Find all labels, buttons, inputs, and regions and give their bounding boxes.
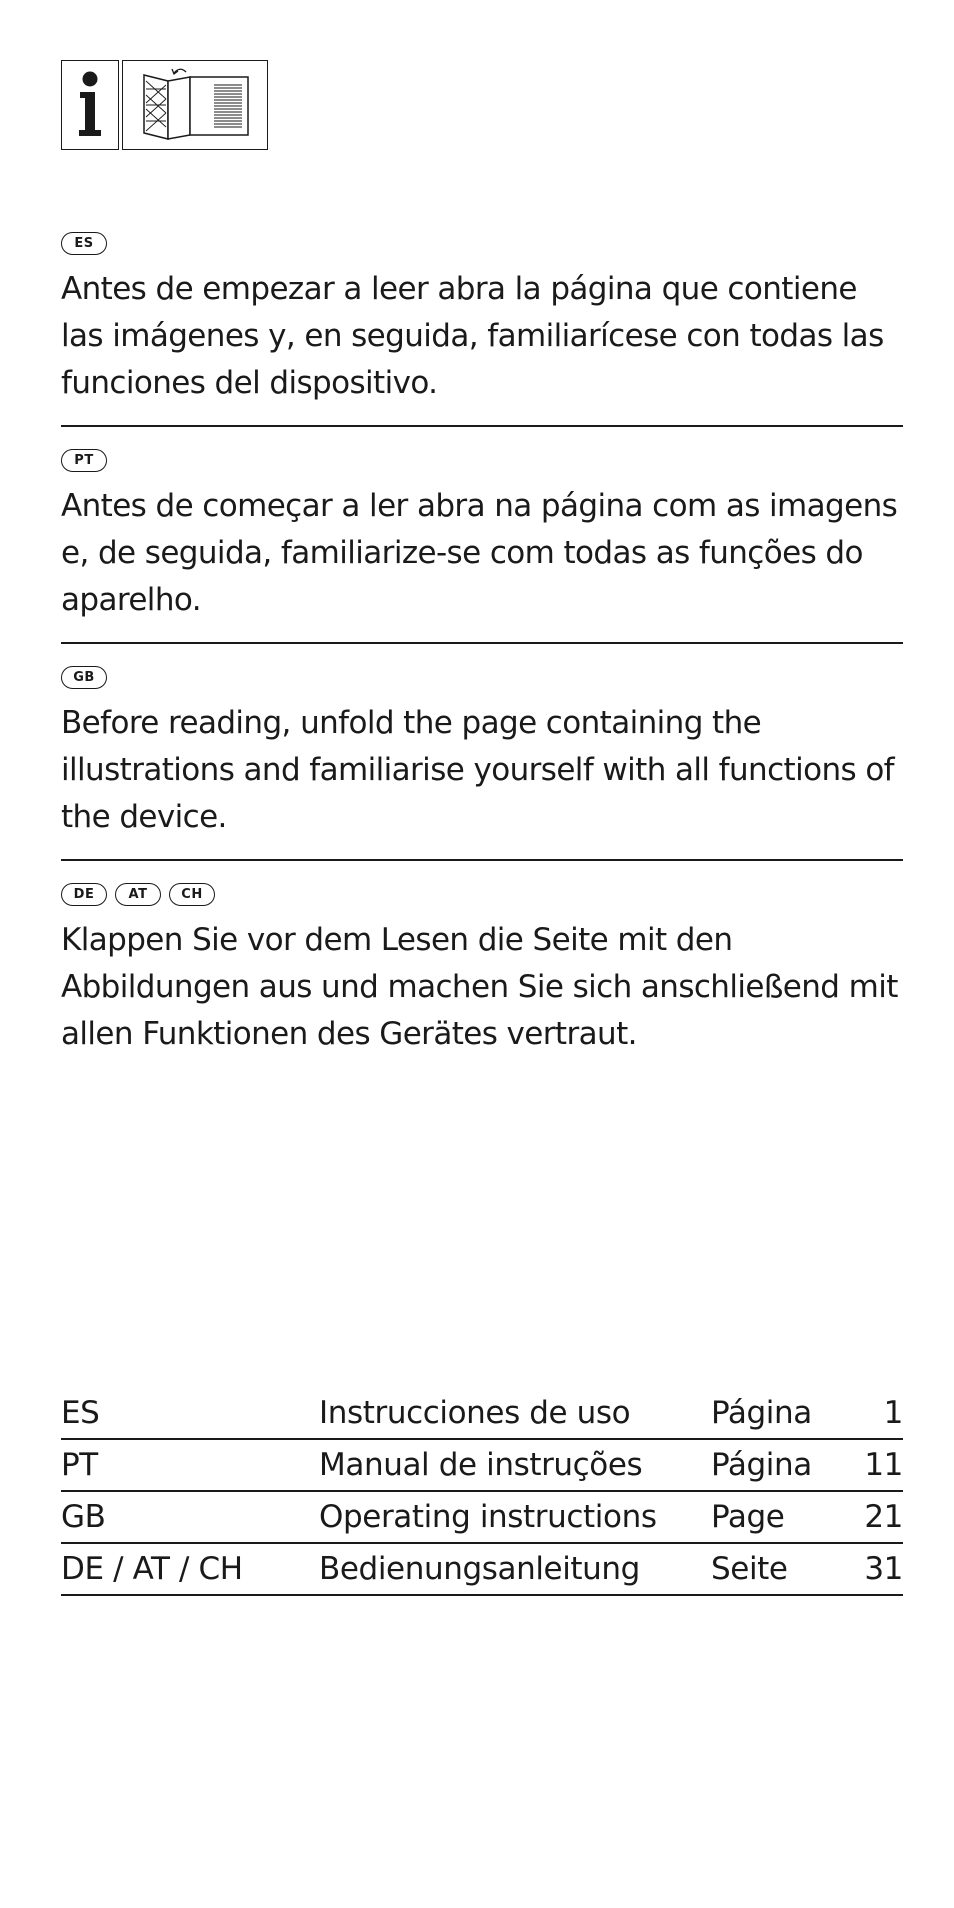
- language-badge-es: ES: [61, 232, 107, 255]
- toc-page-label: Page: [711, 1499, 785, 1535]
- notice-text: Klappen Sie vor dem Lesen die Seite mit den Abbildungen aus und machen Sie sich anschließend mit allen Funktionen des Gerätes vertraut.: [61, 922, 898, 1052]
- toc-row: [61, 1543, 903, 1595]
- toc-title: Manual de instruções: [319, 1447, 643, 1483]
- toc-title: Operating instructions: [319, 1499, 657, 1535]
- info-header: [61, 60, 269, 152]
- toc-title: Instrucciones de uso: [319, 1395, 631, 1431]
- toc-language-code: ES: [61, 1395, 100, 1431]
- notice-de-at-ch: [61, 881, 903, 1076]
- language-notices: [61, 230, 903, 1096]
- document-page: [61, 0, 903, 1908]
- language-badges: [61, 447, 903, 473]
- toc-page-number: 21: [864, 1499, 903, 1535]
- language-badges: [61, 664, 903, 690]
- notice-text: Antes de começar a ler abra na página com as imagens e, de seguida, familiarize-se com todas as funções do aparelho.: [61, 488, 898, 618]
- language-badges: [61, 230, 903, 256]
- toc-row: [61, 1439, 903, 1491]
- unfold-page-icon: [122, 60, 268, 150]
- toc-language-code: GB: [61, 1499, 106, 1535]
- toc-language-code: PT: [61, 1447, 98, 1483]
- table-of-contents: [61, 1388, 903, 1596]
- toc-page-number: 31: [864, 1551, 903, 1587]
- toc-page-label: Página: [711, 1447, 812, 1483]
- notice-es: [61, 230, 903, 427]
- language-badge-at: AT: [115, 883, 161, 906]
- toc-title: Bedienungsanleitung: [319, 1551, 640, 1587]
- language-badges: [61, 881, 903, 907]
- toc-page-number: 1: [883, 1395, 903, 1431]
- toc-page-label: Página: [711, 1395, 812, 1431]
- language-badge-gb: GB: [61, 666, 107, 689]
- notice-gb: [61, 664, 903, 861]
- language-badge-de: DE: [61, 883, 107, 906]
- toc-row: [61, 1388, 903, 1439]
- toc-page-number: 11: [864, 1447, 903, 1483]
- info-icon: [61, 60, 119, 150]
- language-badge-ch: CH: [169, 883, 215, 906]
- toc-page-label: Seite: [711, 1551, 788, 1587]
- notice-text: Before reading, unfold the page containing the illustrations and familiarise yourself with all functions of the device.: [61, 705, 894, 835]
- notice-text: Antes de empezar a leer abra la página que contiene las imágenes y, en seguida, familiarícese con todas las funciones del dispositivo.: [61, 271, 884, 401]
- notice-pt: [61, 447, 903, 644]
- toc-row: [61, 1491, 903, 1543]
- toc-language-code: DE / AT / CH: [61, 1551, 243, 1587]
- language-badge-pt: PT: [61, 449, 107, 472]
